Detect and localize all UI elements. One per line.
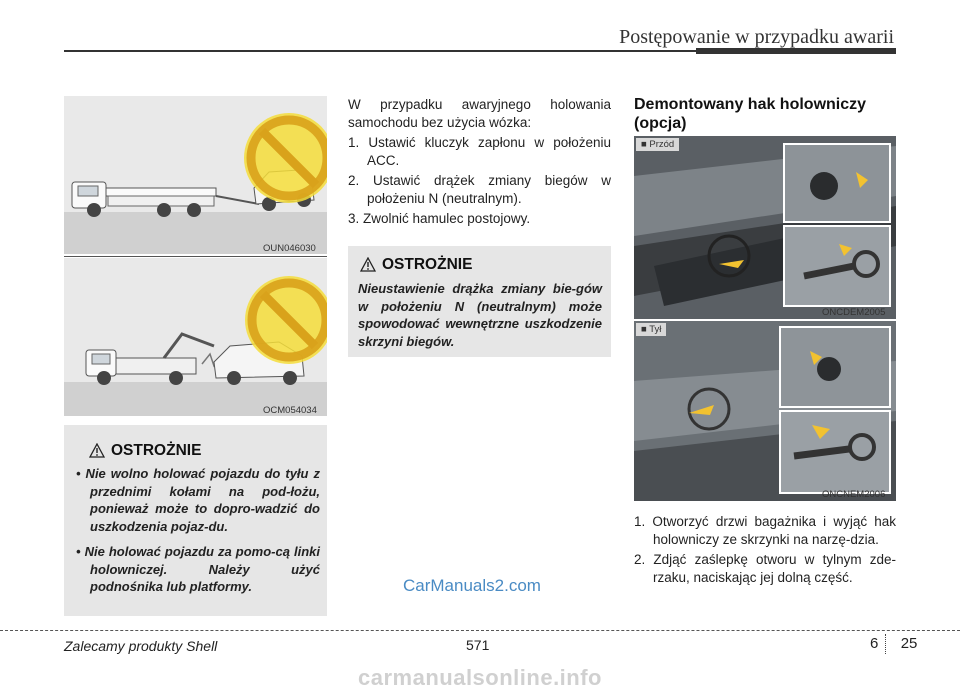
photo-code: ONCNEM2006: [822, 489, 886, 500]
footer-chapter-page: [870, 635, 917, 652]
footer-divider: [885, 634, 887, 654]
footer-slogan: Zalecamy produkty Shell: [64, 638, 218, 654]
photo-label-text: Tył: [649, 324, 662, 335]
step-item: 1. Otworzyć drzwi bagażnika i wyjąć hak holowniczy ze skrzynki na narzę-dzia.: [634, 514, 896, 547]
caution-title: [89, 442, 201, 460]
photo-label: ■ Przód: [636, 138, 679, 151]
watermark-link[interactable]: CarManuals2.com: [403, 576, 541, 595]
flatbed-towing-illustration: [64, 96, 327, 254]
figure-flatbed-towing: [64, 96, 327, 254]
photo-label-text: Przód: [649, 139, 675, 150]
header-rule-accent: [696, 48, 896, 54]
footer-page-number: 571: [466, 637, 490, 653]
figure-hook-towing: [64, 258, 327, 416]
photo-code: ONCDEM2005: [822, 307, 886, 318]
caution-box-gear: [348, 246, 611, 357]
right-column-steps: [634, 510, 896, 586]
step-item: 1. Ustawić kluczyk zapłonu w położeniu ACC.: [348, 135, 611, 168]
figure-code: OUN046030: [263, 243, 316, 254]
figure-code: OCM054034: [263, 405, 317, 416]
warning-triangle-icon: [89, 443, 105, 458]
rear-bumper-photo: [634, 321, 896, 501]
hook-towing-illustration: [64, 258, 327, 416]
intro-paragraph: W przypadku awaryjnego holowania samochodu bez użycia wózka:: [348, 97, 611, 130]
caution-title: [360, 256, 472, 274]
caution-title-text: OSTROŻNIE: [111, 442, 202, 459]
footer-section-page: 25: [900, 635, 918, 652]
footer-chapter: 6: [870, 635, 879, 652]
photo-rear-tow-hook: [634, 321, 896, 501]
figure-divider: [64, 256, 327, 257]
middle-column-text: [348, 96, 611, 228]
step-item: 2. Ustawić drążek zmiany biegów w położeniu N (neutralnym).: [348, 173, 611, 206]
warning-triangle-icon: [360, 257, 376, 272]
photo-label: ■ Tył: [636, 323, 666, 336]
section-title: Demontowany hak holowniczy (opcja): [634, 96, 867, 132]
bottom-watermark: carmanualsonline.info: [358, 665, 602, 690]
page-header-title: Postępowanie w przypadku awarii: [619, 26, 894, 48]
caution-box-towing: [64, 425, 327, 616]
step-item: 3. Zwolnić hamulec postojowy.: [348, 211, 531, 226]
step-item: 2. Zdjąć zaślepkę otworu w tylnym zde-rzaku, naciskając jej dolną część.: [634, 552, 896, 585]
caution-body: [76, 465, 320, 604]
caution-title-text: OSTROŻNIE: [382, 256, 473, 273]
footer-rule: [0, 630, 960, 631]
photo-front-tow-hook: [634, 136, 896, 319]
caution-item: • Nie holować pojazdu za pomo-cą linki holowniczej. Należy użyć podnośnika lub platformy.: [76, 544, 320, 594]
caution-body: Nieustawienie drążka zmiany bie-gów w położeniu N (neutralnym) może spowodować wewnętrzne uszkodzenie skrzyni biegów.: [358, 281, 602, 349]
caution-item: • Nie wolno holować pojazdu do tyłu z przednimi kołami na pod-łożu, ponieważ może to dopro-wadzić do uszkodzenia pojaz-du.: [76, 466, 320, 534]
front-bumper-photo: [634, 136, 896, 319]
